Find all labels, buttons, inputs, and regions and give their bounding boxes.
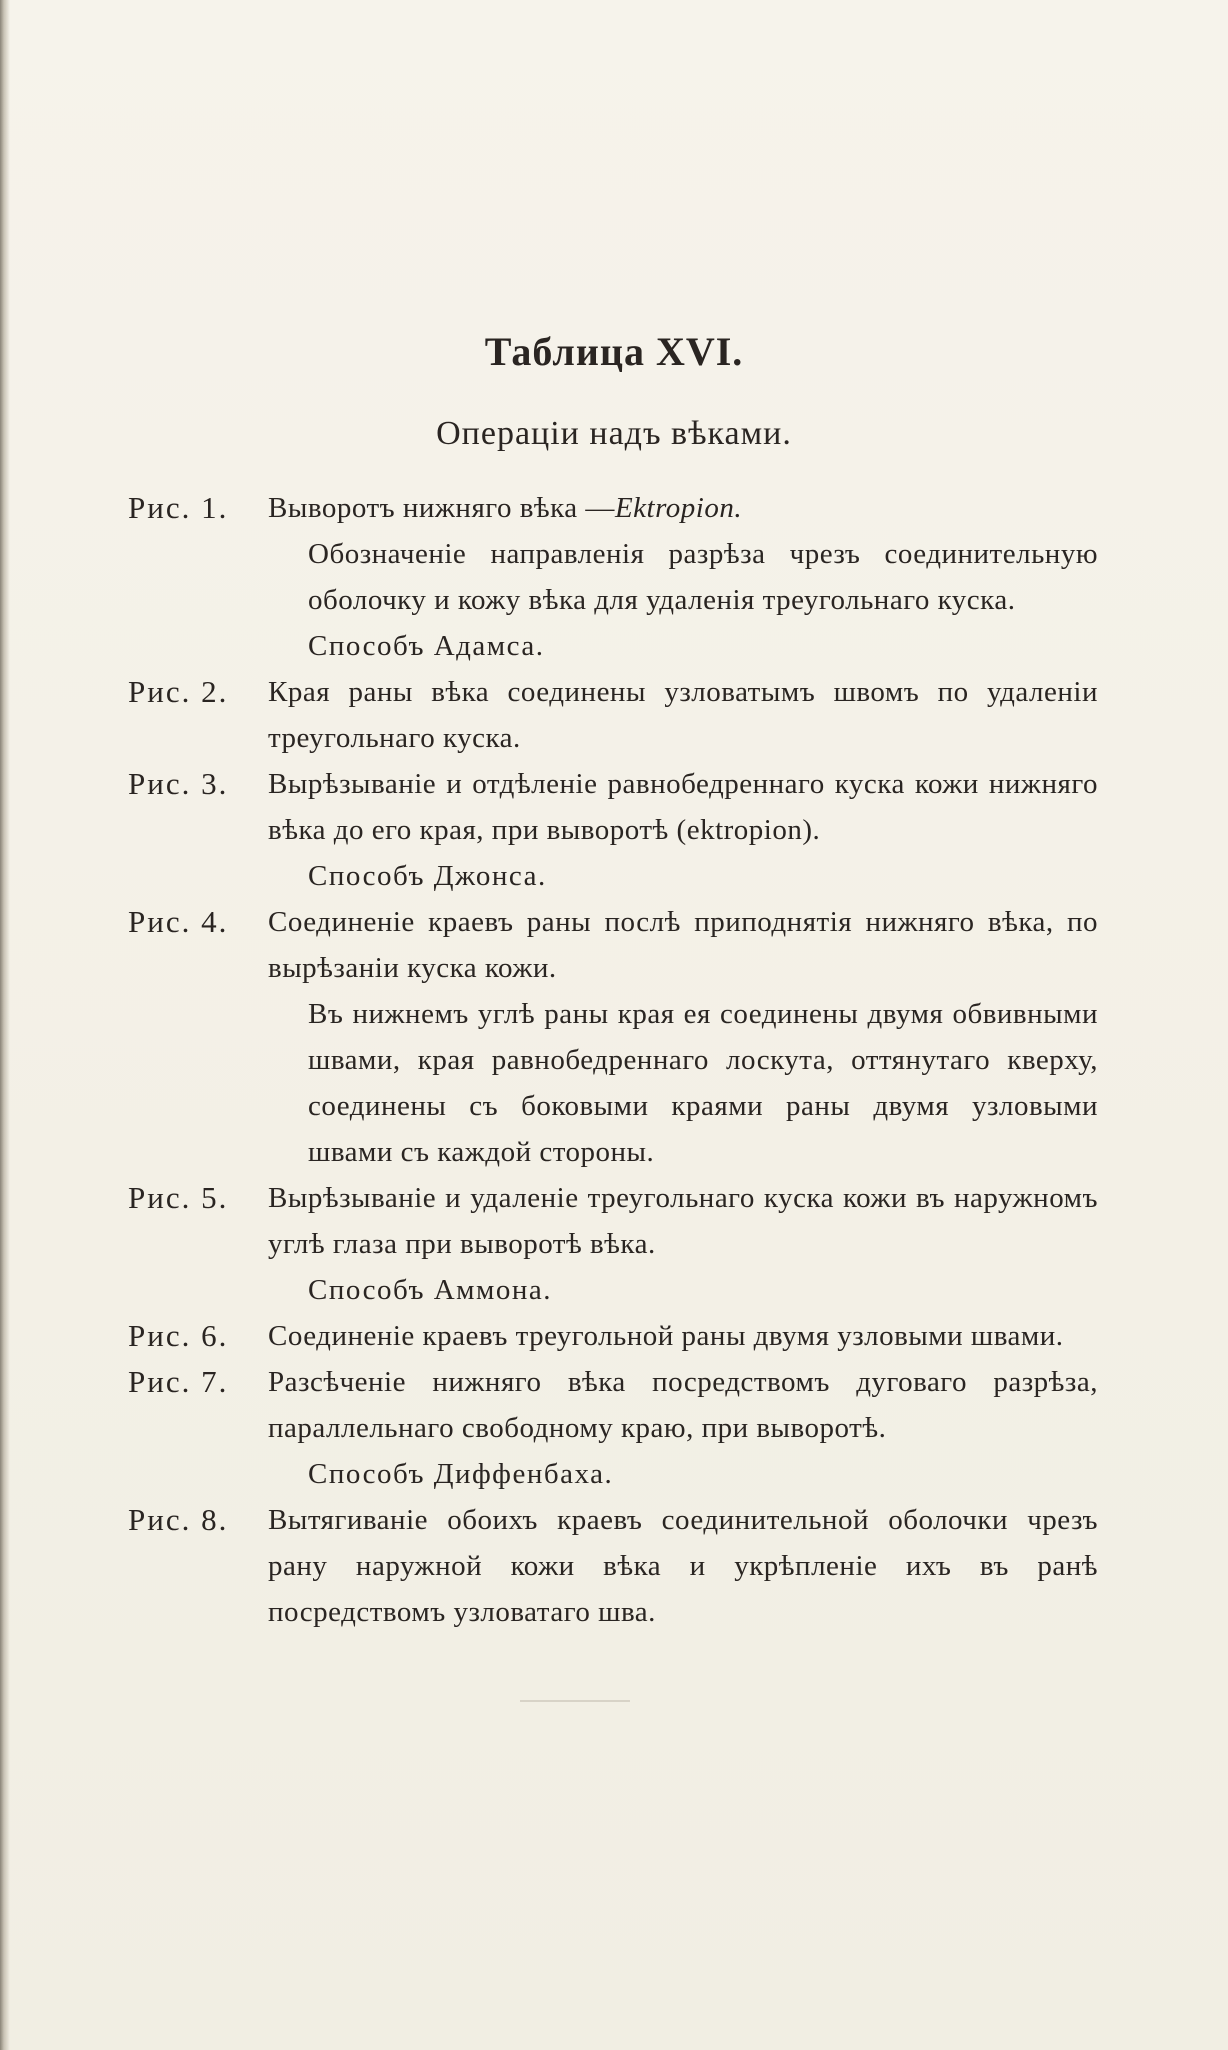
figure-label: Рис. 2.: [128, 674, 229, 709]
figure-description: Вырѣзываніе и отдѣленіе равнобедреннаго куска кожи нижняго вѣка до его края, при выворотѣ (ektropion).: [268, 768, 1098, 846]
figure-description: Вырѣзываніе и удаленіе треугольнаго куска кожи въ наружномъ углѣ глаза при выворотѣ вѣка.: [268, 1182, 1098, 1260]
figure-description: Соединеніе краевъ треугольной раны двумя узловыми швами.: [268, 1320, 1064, 1352]
figure-method-wrap: [268, 853, 1098, 899]
figure-method: Способъ Джонса.: [308, 860, 547, 892]
figure-label: Рис. 4.: [128, 904, 229, 939]
figure-label: Рис. 7.: [128, 1364, 229, 1399]
figure-label: Рис. 3.: [128, 766, 229, 801]
figure-label: Рис. 5.: [128, 1180, 229, 1215]
figure-entry-7: [0, 1359, 1228, 1497]
figure-description: Вытягиваніе обоихъ краевъ соединительной оболочки чрезъ рану наружной кожи вѣка и укрѣпленіе ихъ въ ранѣ посредствомъ узловатаго шва.: [268, 1504, 1098, 1628]
figure-description: Разсѣченіе нижняго вѣка посредствомъ дуговаго разрѣза, параллельнаго свободному краю, при выворотѣ.: [268, 1366, 1098, 1444]
page-title: Таблица XVI.: [484, 329, 744, 374]
figure-text-italic: Ektropion.: [614, 492, 743, 524]
figure-method-wrap: [268, 1267, 1098, 1313]
figure-entry-3: [0, 761, 1228, 899]
figure-note: Въ нижнемъ углѣ раны края ея соединены двумя обвивными швами, края равнобедреннаго лоскута, оттянутаго кверху, соединены съ боковыми краями раны двумя узловыми швами съ каждой стороны.: [308, 998, 1098, 1168]
figure-description: [268, 485, 1098, 531]
figure-note: Обозначеніе направленія разрѣза чрезъ соединительную оболочку и кожу вѣка для удаленія треугольнаго куска.: [308, 538, 1098, 616]
figure-label: Рис. 1.: [128, 490, 229, 525]
figure-method-wrap: [268, 623, 1098, 669]
figure-method: Способъ Диффенбаха.: [308, 1458, 614, 1490]
figure-entry-1: [0, 485, 1228, 669]
figure-label: Рис. 6.: [128, 1318, 229, 1353]
figure-entry-2: [0, 669, 1228, 761]
page-subtitle: Операціи надъ вѣками.: [436, 415, 792, 452]
figure-entries: [0, 485, 1228, 1635]
figure-entry-8: [0, 1497, 1228, 1635]
figure-text: Выворотъ нижняго вѣка —: [268, 492, 615, 524]
figure-label: Рис. 8.: [128, 1502, 229, 1537]
figure-method-wrap: [268, 1451, 1098, 1497]
faint-divider: [520, 1700, 630, 1702]
figure-description: Соединеніе краевъ раны послѣ приподнятія нижняго вѣка, по вырѣзаніи куска кожи.: [268, 906, 1098, 984]
figure-description: Края раны вѣка соединены узловатымъ швомъ по удаленіи треугольнаго куска.: [268, 676, 1098, 754]
figure-entry-5: [0, 1175, 1228, 1313]
figure-note-wrap: [268, 991, 1098, 1175]
figure-method: Способъ Аммона.: [308, 1274, 553, 1306]
figure-entry-6: [0, 1313, 1228, 1359]
figure-entry-4: [0, 899, 1228, 1175]
figure-note-wrap: [268, 531, 1098, 623]
figure-method: Способъ Адамса.: [308, 630, 545, 662]
